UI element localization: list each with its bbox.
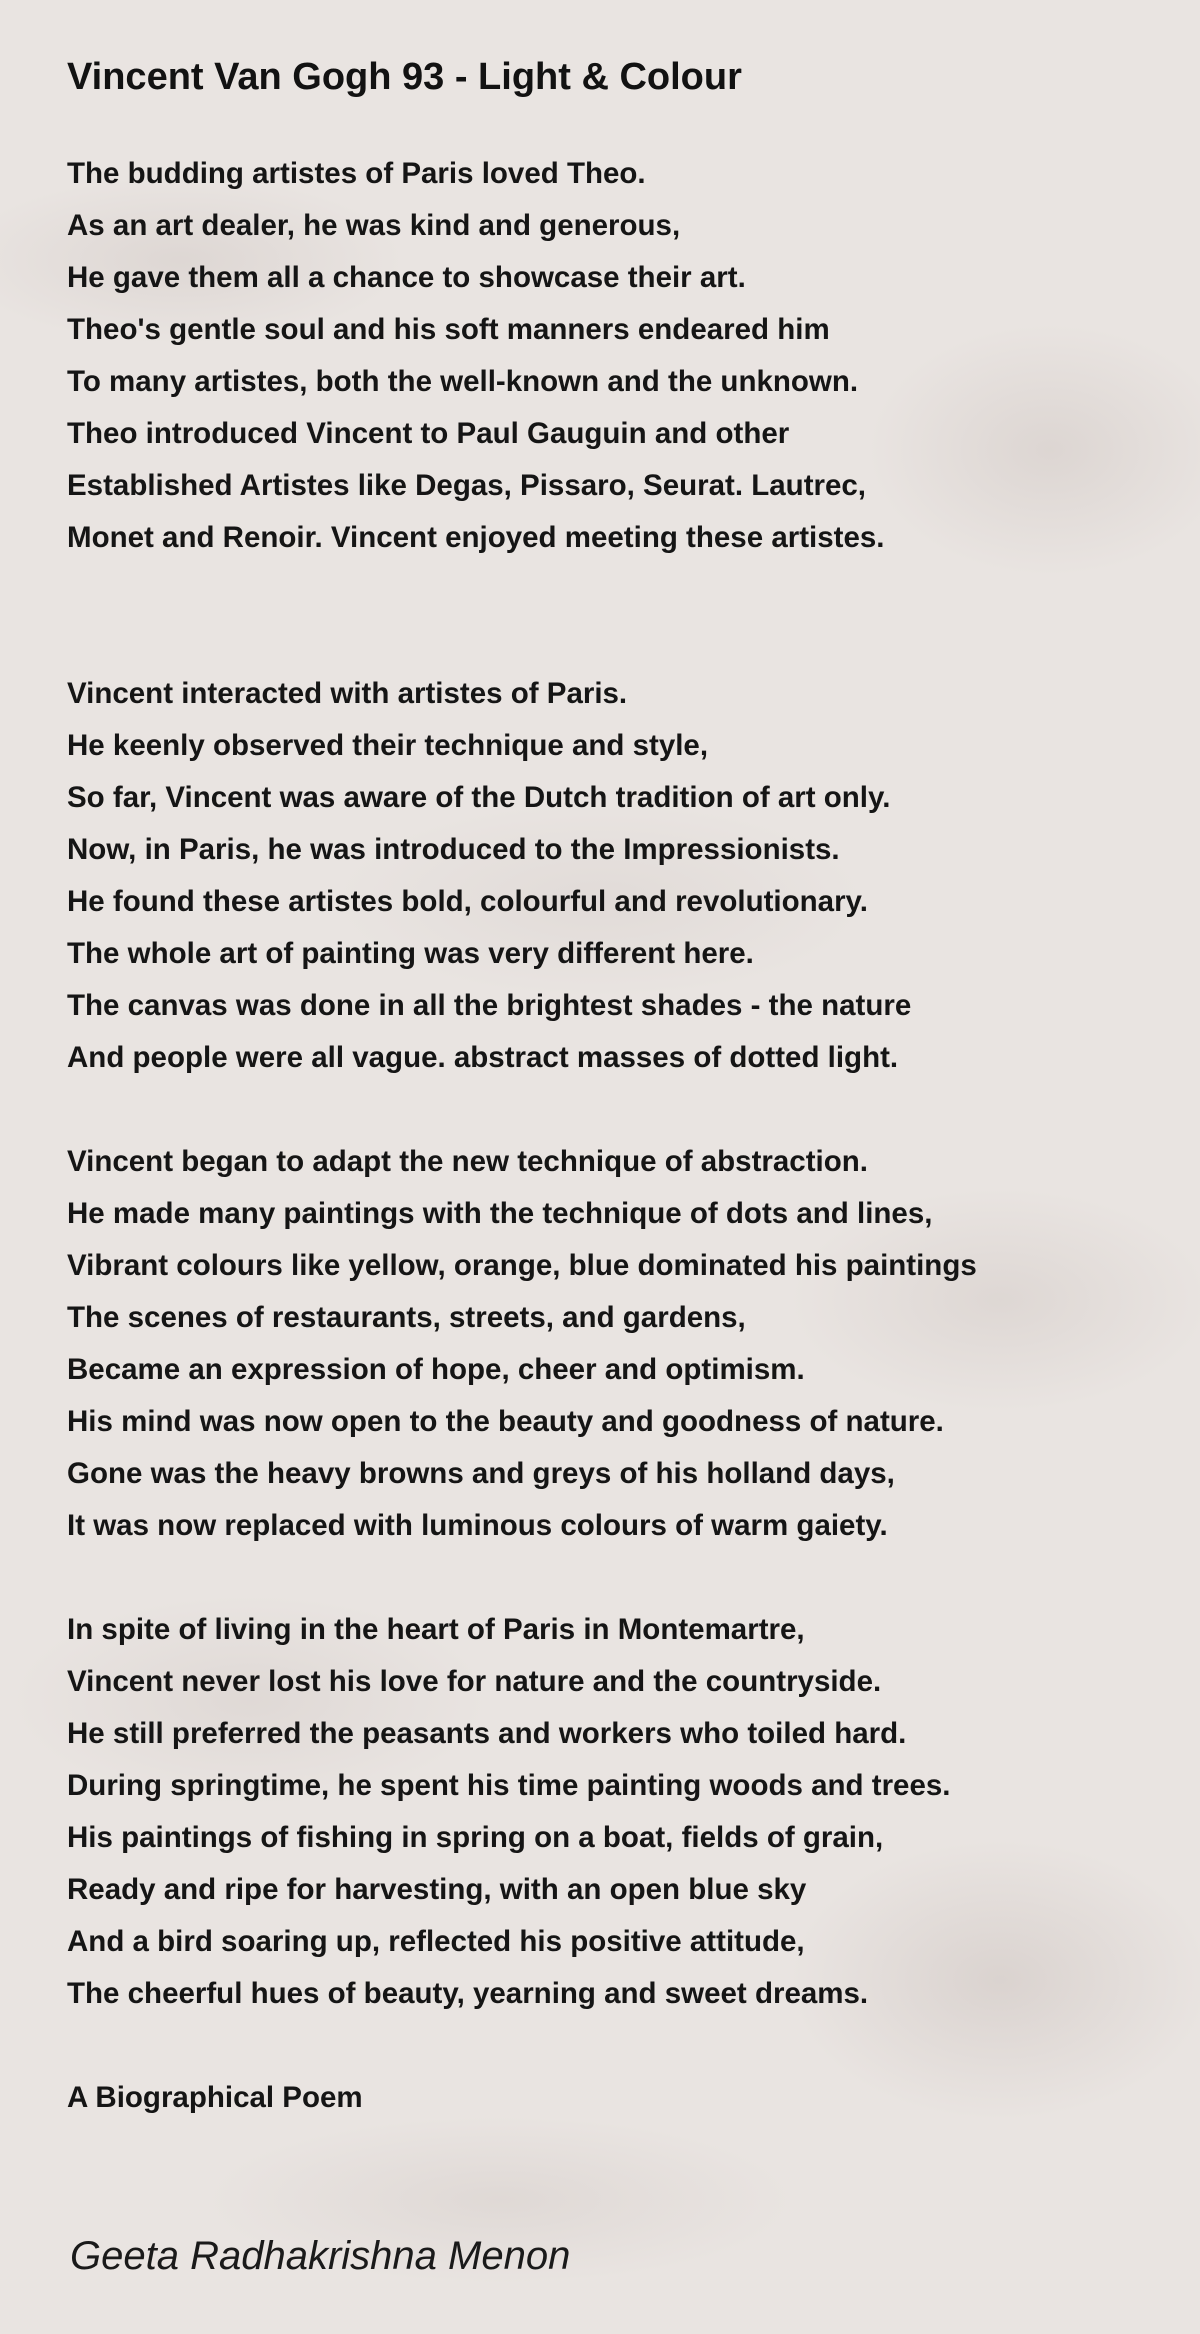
poem-line: He keenly observed their technique and style,	[67, 729, 709, 762]
poem-line: The whole art of painting was very different here.	[67, 937, 754, 970]
stanza-spacer	[67, 1084, 1167, 1136]
poem-line: In spite of living in the heart of Paris in Montemartre,	[67, 1613, 805, 1646]
stanza-spacer	[67, 1552, 1167, 1604]
poem-line: Theo introduced Vincent to Paul Gauguin and other	[67, 417, 790, 450]
poem-line: The cheerful hues of beauty, yearning and sweet dreams.	[67, 1977, 869, 2010]
stanza-spacer	[67, 564, 1167, 668]
poem-line: Vincent never lost his love for nature and the countryside.	[67, 1665, 882, 1698]
stanza-2	[67, 668, 1167, 1084]
poem-line: Established Artistes like Degas, Pissaro, Seurat. Lautrec,	[67, 469, 867, 502]
poem-line: Vincent began to adapt the new technique of abstraction.	[67, 1145, 868, 1178]
poem-line: He still preferred the peasants and workers who toiled hard.	[67, 1717, 907, 1750]
poem-line: Ready and ripe for harvesting, with an open blue sky	[67, 1873, 807, 1906]
poem-line: To many artistes, both the well-known and the unknown.	[67, 365, 859, 398]
poem-line: And people were all vague. abstract masses of dotted light.	[67, 1041, 899, 1074]
stanza-1	[67, 148, 1167, 564]
poem-line: Vibrant colours like yellow, orange, blue dominated his paintings	[67, 1249, 977, 1282]
poem-line: Became an expression of hope, cheer and optimism.	[67, 1353, 805, 1386]
poem-line: Theo's gentle soul and his soft manners endeared him	[67, 313, 830, 346]
poem-line: The canvas was done in all the brightest shades - the nature	[67, 989, 912, 1022]
poem-line: He made many paintings with the technique of dots and lines,	[67, 1197, 933, 1230]
poem-line: And a bird soaring up, reflected his positive attitude,	[67, 1925, 805, 1958]
poem-line: He found these artistes bold, colourful and revolutionary.	[67, 885, 868, 918]
poem-line: During springtime, he spent his time painting woods and trees.	[67, 1769, 951, 1802]
poem-title: Vincent Van Gogh 93 - Light & Colour	[67, 56, 742, 98]
stanza-spacer	[67, 2020, 1167, 2072]
poem-line: His mind was now open to the beauty and goodness of nature.	[67, 1405, 944, 1438]
poem-category-label: A Biographical Poem	[67, 2081, 363, 2114]
poem-body	[67, 148, 1167, 2124]
poem-line: Now, in Paris, he was introduced to the Impressionists.	[67, 833, 840, 866]
poem-line: Gone was the heavy browns and greys of his holland days,	[67, 1457, 895, 1490]
poem-line: It was now replaced with luminous colours of warm gaiety.	[67, 1509, 888, 1542]
author-name: Geeta Radhakrishna Menon	[70, 2234, 571, 2278]
stanza-4	[67, 1604, 1167, 2020]
poem-line: He gave them all a chance to showcase their art.	[67, 261, 746, 294]
poem-line: The scenes of restaurants, streets, and gardens,	[67, 1301, 746, 1334]
poem-line: The budding artistes of Paris loved Theo.	[67, 157, 646, 190]
poem-line: As an art dealer, he was kind and generous,	[67, 209, 681, 242]
poem-line: Vincent interacted with artistes of Paris.	[67, 677, 628, 710]
poem-line: So far, Vincent was aware of the Dutch tradition of art only.	[67, 781, 891, 814]
stanza-3	[67, 1136, 1167, 1552]
poem-line: Monet and Renoir. Vincent enjoyed meeting these artistes.	[67, 521, 885, 554]
poem-line: His paintings of fishing in spring on a boat, fields of grain,	[67, 1821, 884, 1854]
